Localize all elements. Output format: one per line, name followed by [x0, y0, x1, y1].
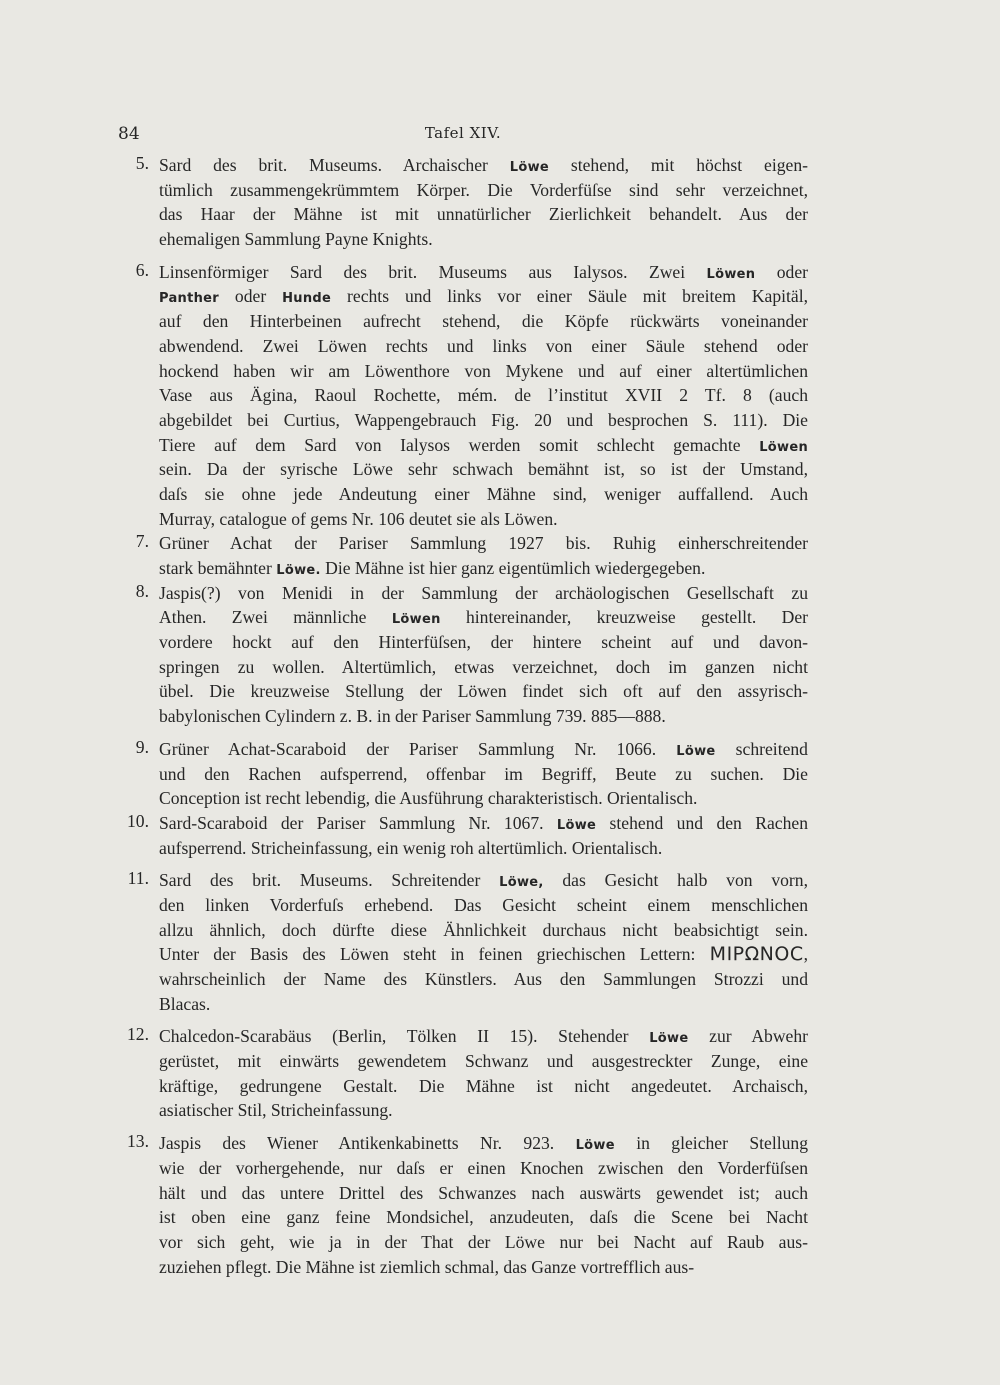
entry-number: 7.: [135, 531, 149, 552]
text-line: [159, 1230, 808, 1255]
text-segment: hockend haben wir am Löwenthore von Mykene und auf einer altertümlichen: [159, 360, 808, 381]
text-segment: auf den Hinterbeinen aufrecht stehend, die Köpfe rückwärts voneinander: [159, 311, 808, 332]
emphasized-keyword: Löwe: [556, 817, 597, 833]
text-line: [159, 786, 808, 811]
text-segment: asiatischer Stil, Stricheinfassung.: [159, 1100, 393, 1121]
text-line: [159, 359, 808, 384]
catalogue-entry: [111, 1024, 808, 1123]
text-segment: Athen. Zwei männliche: [159, 607, 392, 628]
text-segment: Grüner Achat der Pariser Sammlung 1927 bis. Ruhig einherschreitender: [159, 533, 808, 554]
emphasized-keyword: Löwe: [676, 743, 716, 759]
text-segment: Jaspis des Wiener Antikenkabinetts Nr. 923.: [159, 1133, 576, 1154]
catalogue-entry: [111, 531, 808, 580]
text-segment: Murray, catalogue of gems Nr. 106 deutet sie als Löwen.: [159, 508, 558, 529]
entry-number: 6.: [135, 259, 149, 280]
text-line: [159, 836, 808, 861]
catalogue-entry: [111, 737, 808, 811]
text-segment: zuziehen pflegt. Die Mähne ist ziemlich schmal, das Ganze vortrefflich aus-: [159, 1256, 695, 1277]
catalogue-entry: [111, 811, 808, 860]
text-line: [159, 457, 808, 482]
text-segment: hintereinander, kreuzweise gestellt. Der: [440, 607, 808, 628]
text-segment: Jaspis(?) von Menidi in der Sammlung der archäologischen Gesellschaft zu: [159, 582, 808, 603]
catalogue-entry: [111, 153, 808, 252]
entry-number: 9.: [135, 736, 149, 757]
text-segment: Linsenförmiger Sard des brit. Museums aus Ialysos. Zwei: [159, 261, 707, 282]
text-line: [159, 507, 808, 532]
text-line: [159, 433, 808, 458]
text-segment: aufsperrend. Stricheinfassung, ein wenig roh altertümlich. Orientalisch.: [159, 837, 663, 858]
text-line: [159, 704, 808, 729]
catalogue-entry: [111, 260, 808, 532]
text-segment: Conception ist recht lebendig, die Ausführung charakteristisch. Orientalisch.: [159, 788, 698, 809]
text-segment: Unter der Basis des Löwen steht in feinen griechischen Lettern:: [159, 944, 710, 965]
text-line: [159, 408, 808, 433]
text-line: [159, 1131, 808, 1156]
text-line: [159, 556, 808, 581]
text-line: [159, 605, 808, 630]
text-line: [159, 1181, 808, 1206]
entry-number: 12.: [127, 1024, 149, 1045]
text-segment: Chalcedon-Scarabäus (Berlin, Tölken II 15). Stehender: [159, 1026, 650, 1047]
text-segment: kräftige, gedrungene Gestalt. Die Mähne ist nicht angedeutet. Archaisch,: [159, 1075, 808, 1096]
text-segment: Grüner Achat-Scaraboid der Pariser Sammlung Nr. 1066.: [159, 738, 677, 759]
text-segment: rechts und links vor einer Säule mit breitem Kapitäl,: [331, 286, 808, 307]
catalogue-entries: [111, 153, 808, 1279]
text-segment: sein. Da der syrische Löwe sehr schwach bemähnt ist, so ist der Umstand,: [159, 459, 808, 480]
text-segment: schreitend: [715, 738, 808, 759]
text-segment: abgebildet bei Curtius, Wappengebrauch Fig. 20 und besprochen S. 111). Die: [159, 409, 808, 430]
text-line: [159, 153, 808, 178]
emphasized-keyword: Löwe,: [499, 875, 544, 891]
text-segment: Vase aus Ägina, Raoul Rochette, mém. de l’institut XVII 2 Tf. 8 (auch: [159, 385, 808, 406]
text-segment: oder: [219, 286, 283, 307]
entry-number: 8.: [135, 580, 149, 601]
text-segment: Tiere auf dem Sard von Ialysos werden somit schlecht gemachte: [159, 434, 760, 455]
text-line: [159, 762, 808, 787]
text-line: [159, 178, 808, 203]
emphasized-keyword: Löwe: [575, 1138, 615, 1154]
emphasized-keyword: Löwen: [391, 612, 441, 628]
text-segment: Blacas.: [159, 993, 211, 1014]
text-segment: ,: [803, 944, 808, 965]
greek-inscription: ΜΙΡΩΝΟϹ: [709, 943, 804, 966]
text-line: [159, 967, 808, 992]
entry-number: 11.: [127, 868, 149, 889]
page-title: Tafel XIV.: [424, 124, 502, 142]
text-line: [159, 868, 808, 893]
emphasized-keyword: Löwen: [706, 266, 756, 282]
emphasized-keyword: Panther: [159, 291, 220, 307]
text-line: [159, 811, 808, 836]
page-number: 84: [118, 124, 140, 144]
text-line: [159, 309, 808, 334]
text-line: [159, 1074, 808, 1099]
text-line: [159, 284, 808, 309]
entry-number: 10.: [127, 810, 149, 831]
entry-number: 13.: [127, 1131, 149, 1152]
text-segment: stehend, mit höchst eigen-: [549, 155, 808, 175]
emphasized-keyword: Löwen: [759, 439, 808, 455]
text-line: [159, 227, 808, 252]
text-line: [159, 260, 808, 285]
catalogue-entry: [111, 868, 808, 1016]
catalogue-entry: [111, 1131, 808, 1279]
text-segment: stehend und den Rachen: [596, 812, 808, 833]
text-segment: babylonischen Cylindern z. B. in der Pariser Sammlung 739. 885—888.: [159, 706, 666, 727]
emphasized-keyword: Löwe: [649, 1031, 689, 1047]
text-segment: hält und das untere Drittel des Schwanzes nach auswärts gewendet ist; auch: [159, 1182, 808, 1203]
text-line: [159, 1156, 808, 1181]
text-segment: gerüstet, mit einwärts gewendetem Schwanz und ausgestreckter Zunge, eine: [159, 1051, 808, 1072]
text-segment: zur Abwehr: [688, 1026, 808, 1047]
text-segment: und den Rachen aufsperrend, offenbar im Begriff, Beute zu suchen. Die: [159, 763, 808, 784]
text-line: [159, 334, 808, 359]
text-segment: abwendend. Zwei Löwen rechts und links von einer Säule stehend oder: [159, 335, 808, 356]
entry-number: 5.: [135, 153, 149, 173]
text-segment: ehemaligen Sammlung Payne Knights.: [159, 229, 433, 250]
emphasized-keyword: Löwe: [509, 160, 549, 175]
text-line: [159, 531, 808, 556]
text-segment: Sard-Scaraboid der Pariser Sammlung Nr. 1067.: [159, 812, 557, 833]
text-line: [159, 581, 808, 606]
text-segment: das Gesicht halb von vorn,: [543, 870, 808, 891]
text-segment: tümlich zusammengekrümmtem Körper. Die Vorderfüſse sind sehr verzeichnet,: [159, 179, 808, 200]
text-segment: allzu ähnlich, doch dürfte diese Ähnlichkeit durchaus nicht beabsichtigt sein.: [159, 919, 808, 940]
text-line: [159, 1098, 808, 1123]
text-segment: stark bemähnter: [159, 558, 277, 578]
page-header: [118, 124, 808, 148]
text-segment: wie der vorhergehende, nur daſs er einen Knochen zwischen den Vorderfüſsen: [159, 1157, 808, 1178]
text-line: [159, 992, 808, 1017]
text-line: [159, 942, 808, 967]
text-segment: oder: [755, 261, 808, 282]
text-line: [159, 737, 808, 762]
text-line: [159, 1049, 808, 1074]
text-line: [159, 918, 808, 943]
text-line: [159, 383, 808, 408]
text-segment: springen zu wollen. Altertümlich, etwas verzeichnet, doch im ganzen nicht: [159, 656, 808, 677]
text-line: [159, 893, 808, 918]
text-line: [159, 630, 808, 655]
text-segment: Sard des brit. Museums. Archaischer: [159, 155, 510, 175]
text-segment: daſs sie ohne jede Andeutung einer Mähne sind, weniger auffallend. Auch: [159, 483, 808, 504]
text-segment: Sard des brit. Museums. Schreitender: [159, 870, 500, 891]
text-segment: das Haar der Mähne ist mit unnatürlicher Zierlichkeit behandelt. Aus der: [159, 204, 808, 225]
text-line: [159, 679, 808, 704]
text-segment: übel. Die kreuzweise Stellung der Löwen findet sich oft auf den assyrisch-: [159, 681, 808, 702]
emphasized-keyword: Hunde: [282, 291, 332, 307]
text-line: [159, 202, 808, 227]
text-line: [159, 1024, 808, 1049]
text-segment: Die Mähne ist hier ganz eigentümlich wiedergegeben.: [320, 558, 706, 578]
text-line: [159, 482, 808, 507]
text-line: [159, 655, 808, 680]
text-segment: den linken Vorderfuſs erhebend. Das Gesicht scheint einem menschlichen: [159, 894, 808, 915]
text-line: [159, 1205, 808, 1230]
catalogue-entry: [111, 581, 808, 729]
text-segment: vordere hockt auf den Hinterfüſsen, der hintere scheint auf und davon-: [159, 632, 808, 653]
text-line: [159, 1255, 808, 1280]
text-segment: wahrscheinlich der Name des Künstlers. Aus den Sammlungen Strozzi und: [159, 969, 808, 989]
text-segment: in gleicher Stellung: [614, 1133, 809, 1154]
emphasized-keyword: Löwe.: [276, 563, 321, 578]
text-segment: vor sich geht, wie ja in der That der Löwe nur bei Nacht auf Raub aus-: [159, 1231, 808, 1252]
text-segment: ist oben eine ganz feine Mondsichel, anzudeuten, daſs die Scene bei Nacht: [159, 1207, 808, 1228]
